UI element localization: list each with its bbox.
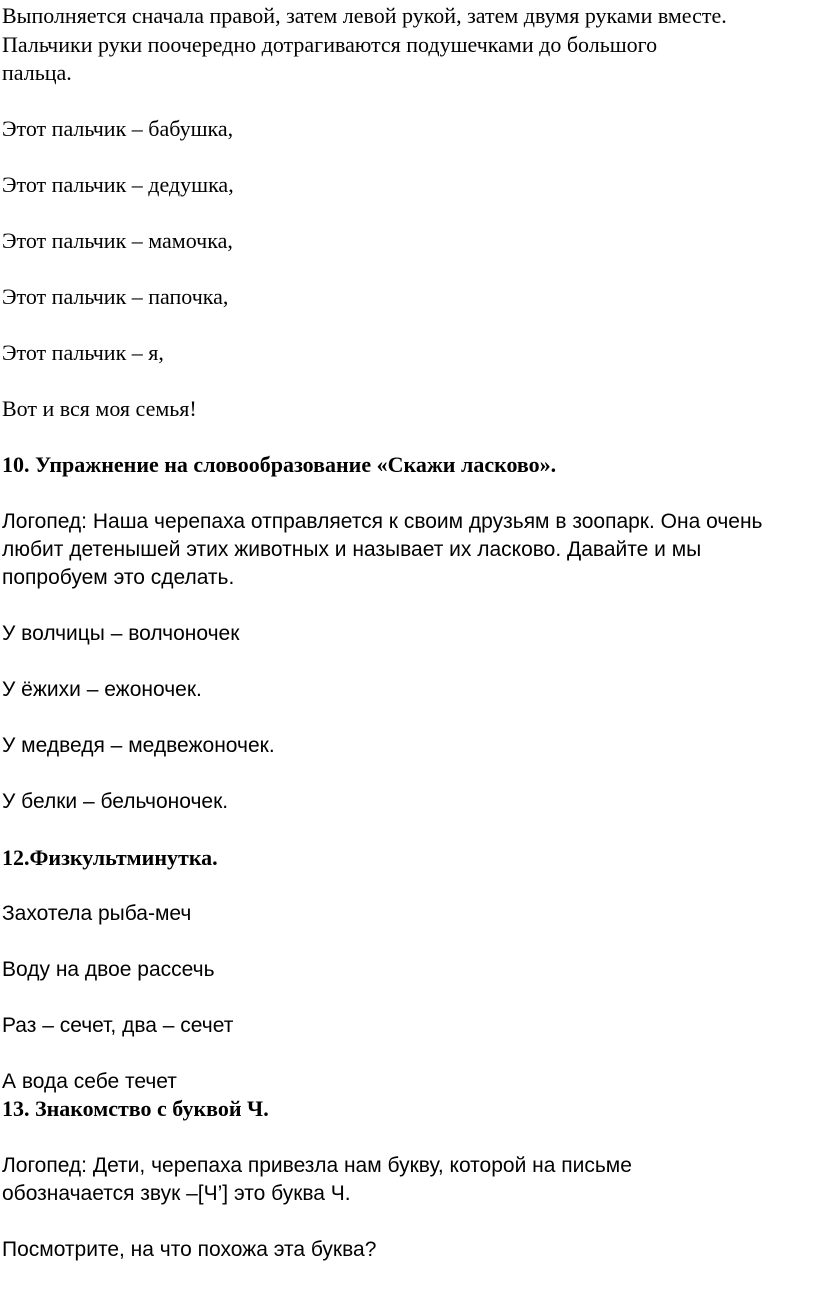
exercise-poem-line: Раз – сечет, два – сечет <box>2 1014 234 1037</box>
poem-family-line: Этот пальчик – дедушка, <box>2 172 234 197</box>
poem-family-line: Вот и вся моя семья! <box>2 396 197 421</box>
exercise-poem-line: А вода себе течет <box>2 1070 177 1093</box>
section-13-speech-line-2: обозначается звук –[Ч’] это буква Ч. <box>2 1182 351 1205</box>
section-10-speech-line-3: попробуем это сделать. <box>2 566 235 589</box>
exercise-poem-line: Захотела рыба-меч <box>2 902 192 925</box>
intro-line-2: Пальчики руки поочередно дотрагиваются подушечками до большого <box>2 32 658 57</box>
section-12-heading: 12.Физкультминутка. <box>2 845 218 870</box>
poem-family-line: Этот пальчик – папочка, <box>2 284 229 309</box>
section-10-speech-line-1: Логопед: Наша черепаха отправляется к своим друзьям в зоопарк. Она очень <box>2 510 763 533</box>
intro-line-1: Выполняется сначала правой, затем левой рукой, затем двумя руками вместе. <box>2 3 727 28</box>
poem-family-line: Этот пальчик – я, <box>2 340 164 365</box>
diminutive-example: У ёжихи – ежоночек. <box>2 678 202 701</box>
poem-family-line: Этот пальчик – бабушка, <box>2 116 234 141</box>
diminutive-example: У белки – бельчоночек. <box>2 790 229 813</box>
section-13-heading: 13. Знакомство с буквой Ч. <box>2 1096 269 1121</box>
diminutive-example: У волчицы – волчоночек <box>2 622 240 645</box>
section-13-question: Посмотрите, на что похожа эта буква? <box>2 1238 377 1261</box>
diminutive-example: У медведя – медвежоночек. <box>2 734 275 757</box>
exercise-poem-line: Воду на двое рассечь <box>2 958 215 981</box>
section-13-speech-line-1: Логопед: Дети, черепаха привезла нам букву, которой на письме <box>2 1154 632 1177</box>
intro-line-3: пальца. <box>2 60 72 85</box>
poem-family-line: Этот пальчик – мамочка, <box>2 228 233 253</box>
section-10-speech-line-2: любит детенышей этих животных и называет их ласково. Давайте и мы <box>2 538 702 561</box>
section-10-heading: 10. Упражнение на словообразование «Скажи ласково». <box>2 452 557 477</box>
